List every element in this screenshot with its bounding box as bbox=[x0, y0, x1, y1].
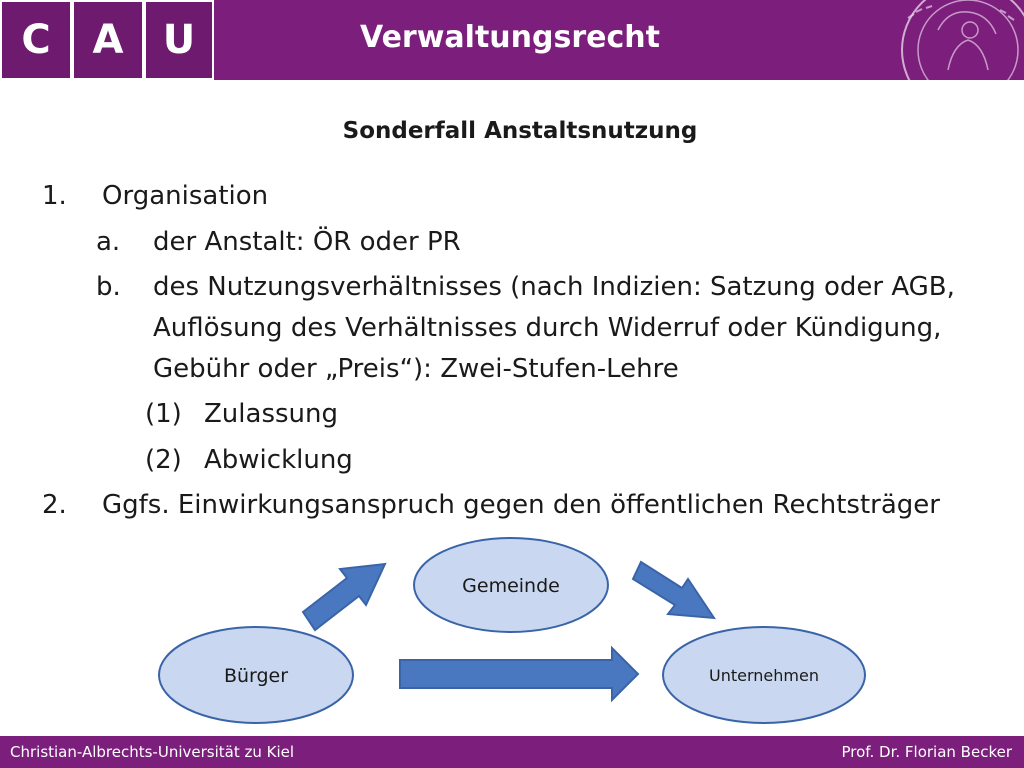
arrow-gemeinde-to-unternehmen bbox=[633, 562, 714, 618]
list-marker: (2) bbox=[145, 445, 182, 475]
node-unternehmen bbox=[663, 627, 865, 723]
logo-letter: U bbox=[162, 17, 196, 63]
list-marker: (1) bbox=[145, 399, 182, 429]
footer-institution: Christian-Albrechts-Universität zu Kiel bbox=[10, 743, 295, 761]
logo-letter: C bbox=[21, 17, 51, 63]
node-buerger bbox=[159, 627, 353, 723]
list-text: Zulassung bbox=[204, 399, 338, 429]
university-seal-icon bbox=[878, 0, 1024, 80]
list-text: Abwicklung bbox=[204, 445, 353, 475]
page-title: Verwaltungsrecht bbox=[360, 20, 660, 55]
list-text: Organisation bbox=[102, 181, 269, 211]
slide-subtitle: Sonderfall Anstaltsnutzung bbox=[342, 118, 698, 144]
logo-letter-box bbox=[72, 0, 144, 80]
cau-logo bbox=[0, 0, 214, 80]
list-marker: 2. bbox=[42, 490, 67, 520]
list-text-line: Auflösung des Verhältnisses durch Widerruf oder Kündigung, bbox=[153, 313, 942, 343]
logo-letter-box bbox=[144, 0, 214, 80]
list-text: Ggfs. Einwirkungsanspruch gegen den öffentlichen Rechtsträger bbox=[102, 490, 940, 520]
list-text-line: des Nutzungsverhältnisses (nach Indizien: Satzung oder AGB, bbox=[153, 272, 955, 302]
node-gemeinde bbox=[414, 538, 608, 632]
list-marker: b. bbox=[96, 272, 121, 302]
slide-footer bbox=[0, 736, 1024, 768]
logo-letter: A bbox=[92, 17, 124, 63]
node-label-unternehmen: Unternehmen bbox=[709, 666, 819, 685]
slide-header bbox=[0, 0, 1024, 80]
list-text: der Anstalt: ÖR oder PR bbox=[153, 227, 461, 257]
footer-author: Prof. Dr. Florian Becker bbox=[841, 743, 1012, 761]
arrow-buerger-to-unternehmen bbox=[400, 648, 638, 700]
node-label-gemeinde: Gemeinde bbox=[462, 575, 560, 597]
list-marker: 1. bbox=[42, 181, 67, 211]
list-text-line: Gebühr oder „Preis“): Zwei-Stufen-Lehre bbox=[153, 354, 679, 384]
relationship-diagram bbox=[0, 530, 1024, 740]
arrow-buerger-to-gemeinde bbox=[303, 564, 385, 630]
list-marker: a. bbox=[96, 227, 121, 257]
logo-letter-box bbox=[0, 0, 72, 80]
node-label-buerger: Bürger bbox=[223, 665, 289, 687]
